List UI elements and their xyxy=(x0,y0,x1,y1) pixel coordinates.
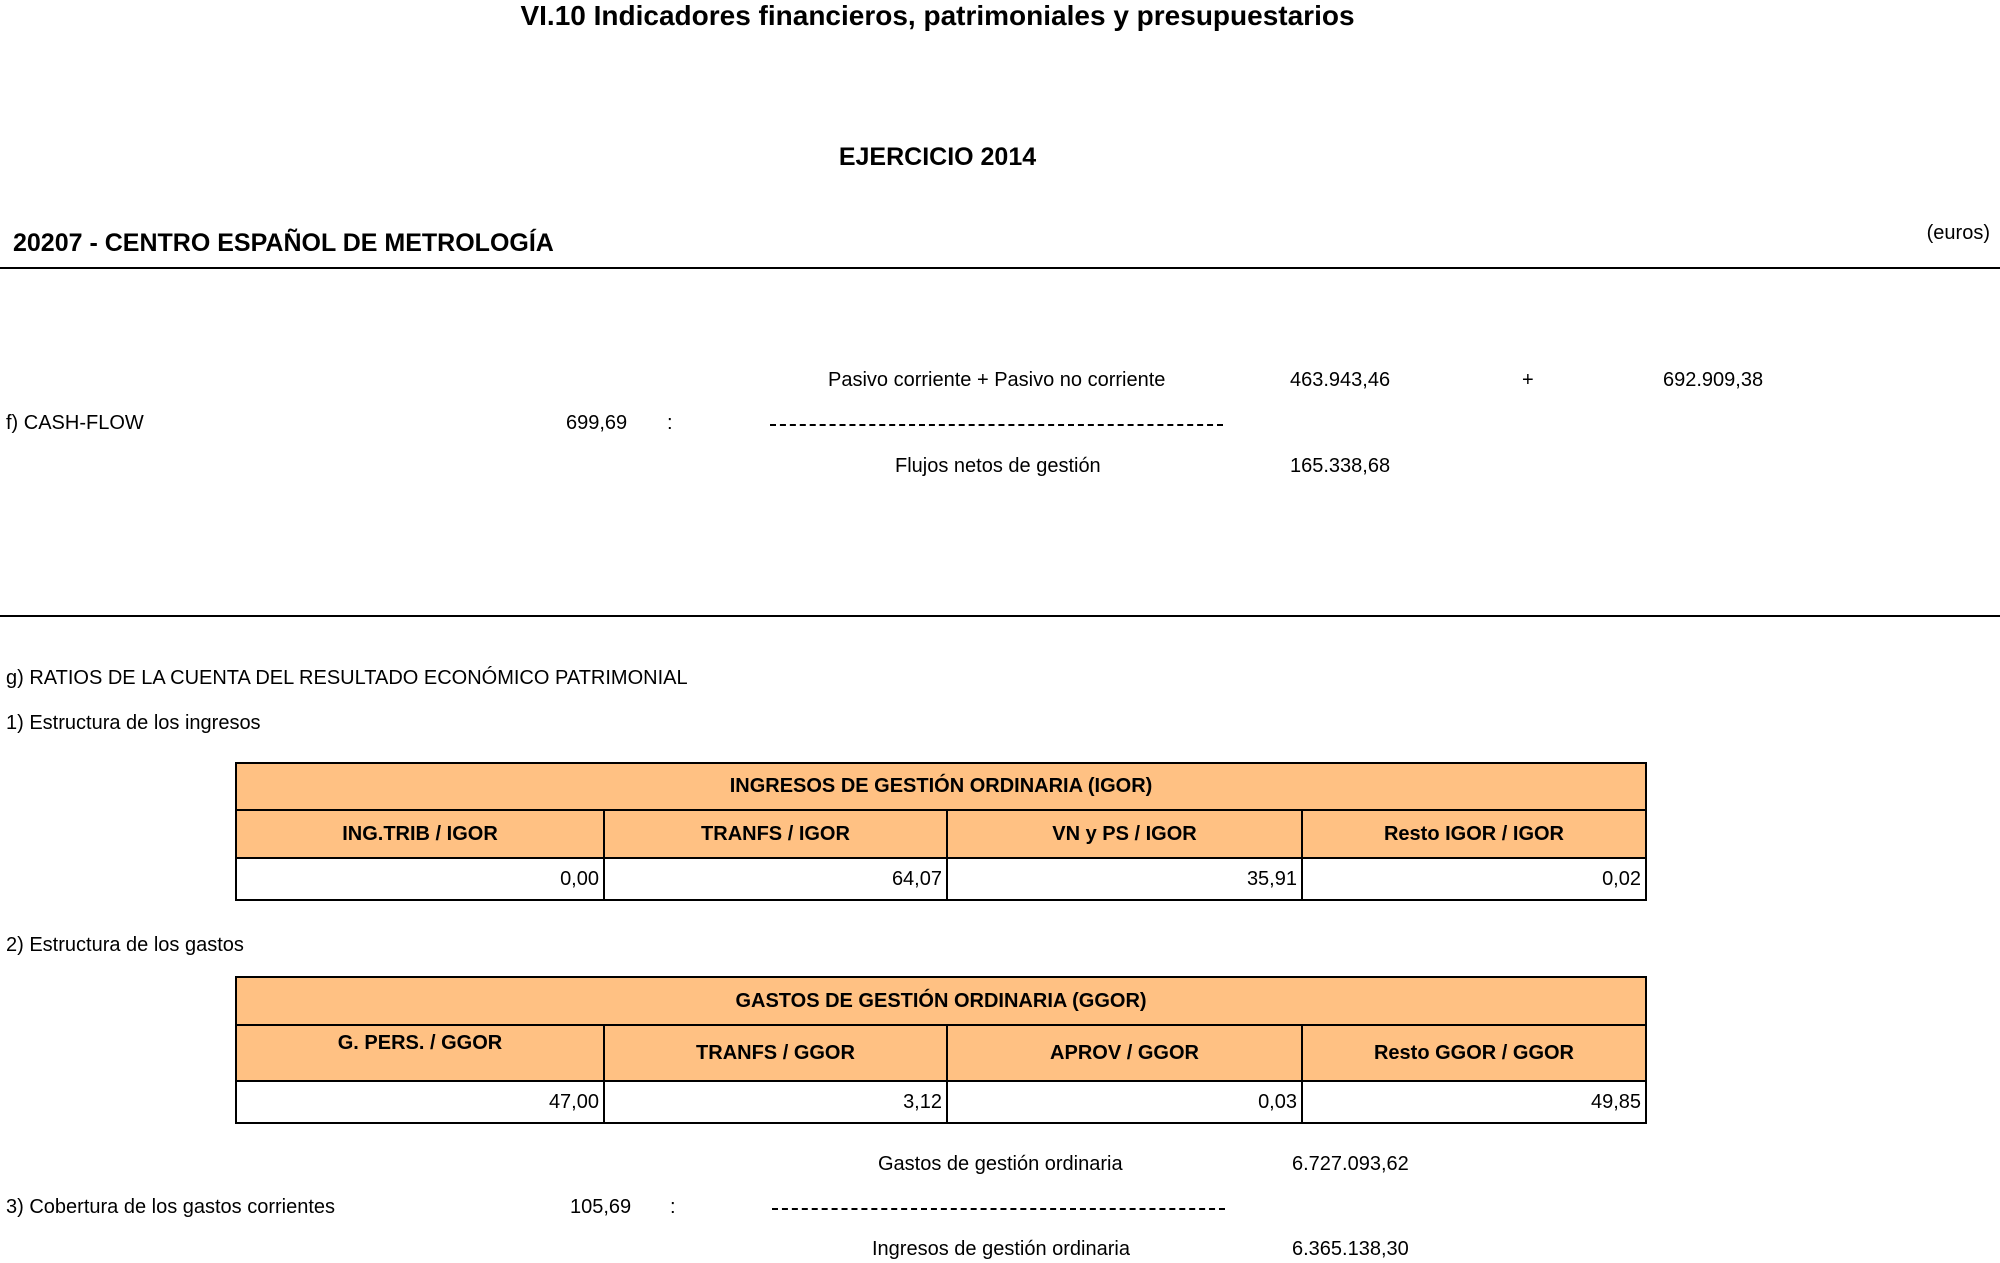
cobertura-denominator-label: Ingresos de gestión ordinaria xyxy=(872,1238,1130,1260)
gastos-table xyxy=(235,976,1647,1124)
cashflow-fraction-divider xyxy=(770,424,1223,426)
gastos-value-cell: 49,85 xyxy=(1302,1081,1646,1123)
cobertura-numerator-value: 6.727.093,62 xyxy=(1292,1153,1409,1175)
header-rule xyxy=(0,267,2000,269)
gastos-col-header: Resto GGOR / GGOR xyxy=(1302,1025,1646,1081)
cashflow-denominator-value: 165.338,68 xyxy=(1290,455,1391,477)
ingresos-table-title: INGRESOS DE GESTIÓN ORDINARIA (IGOR) xyxy=(236,763,1646,810)
cashflow-numerator-value-1: 463.943,46 xyxy=(1290,369,1391,391)
cobertura-label: 3) Cobertura de los gastos corrientes xyxy=(6,1196,336,1218)
cashflow-numerator-value-2: 692.909,38 xyxy=(1663,369,1764,391)
cobertura-numerator-label: Gastos de gestión ordinaria xyxy=(878,1153,1123,1175)
cobertura-colon: : xyxy=(670,1196,676,1218)
units-label: (euros) xyxy=(1926,222,1990,244)
section-rule xyxy=(0,615,2000,617)
cashflow-plus-sign: + xyxy=(1522,369,1534,391)
ingresos-table xyxy=(235,762,1647,901)
ingresos-value-cell: 35,91 xyxy=(947,858,1302,900)
gastos-table-title: GASTOS DE GESTIÓN ORDINARIA (GGOR) xyxy=(236,977,1646,1025)
gastos-value-cell: 0,03 xyxy=(947,1081,1302,1123)
cashflow-label: f) CASH-FLOW xyxy=(6,412,144,434)
ingresos-col-header: TRANFS / IGOR xyxy=(604,810,947,858)
page-title: VI.10 Indicadores financieros, patrimoniales y presupuestarios xyxy=(520,0,1355,31)
ingresos-col-header: ING.TRIB / IGOR xyxy=(236,810,604,858)
ingresos-col-header: VN y PS / IGOR xyxy=(947,810,1302,858)
ingresos-value-cell: 0,02 xyxy=(1302,858,1646,900)
cashflow-denominator-label: Flujos netos de gestión xyxy=(895,455,1101,477)
ingresos-heading: 1) Estructura de los ingresos xyxy=(6,712,261,734)
ingresos-col-header: Resto IGOR / IGOR xyxy=(1302,810,1646,858)
gastos-col-header: G. PERS. / GGOR xyxy=(236,1025,604,1081)
gastos-value-cell: 3,12 xyxy=(604,1081,947,1123)
gastos-heading: 2) Estructura de los gastos xyxy=(6,934,244,956)
gastos-col-header: TRANFS / GGOR xyxy=(604,1025,947,1081)
ingresos-value-cell: 64,07 xyxy=(604,858,947,900)
cashflow-colon: : xyxy=(667,412,673,434)
entity-name: 20207 - CENTRO ESPAÑOL DE METROLOGÍA xyxy=(13,229,554,257)
cobertura-value: 105,69 xyxy=(570,1196,632,1218)
cashflow-numerator-label: Pasivo corriente + Pasivo no corriente xyxy=(828,369,1166,391)
cobertura-denominator-value: 6.365.138,30 xyxy=(1292,1238,1409,1260)
exercise-year: EJERCICIO 2014 xyxy=(838,143,1037,171)
ratios-heading: g) RATIOS DE LA CUENTA DEL RESULTADO ECONÓMICO PATRIMONIAL xyxy=(6,667,688,689)
gastos-col-header: APROV / GGOR xyxy=(947,1025,1302,1081)
gastos-value-cell: 47,00 xyxy=(236,1081,604,1123)
ingresos-value-cell: 0,00 xyxy=(236,858,604,900)
cashflow-value: 699,69 xyxy=(566,412,628,434)
cobertura-fraction-divider xyxy=(772,1208,1225,1210)
